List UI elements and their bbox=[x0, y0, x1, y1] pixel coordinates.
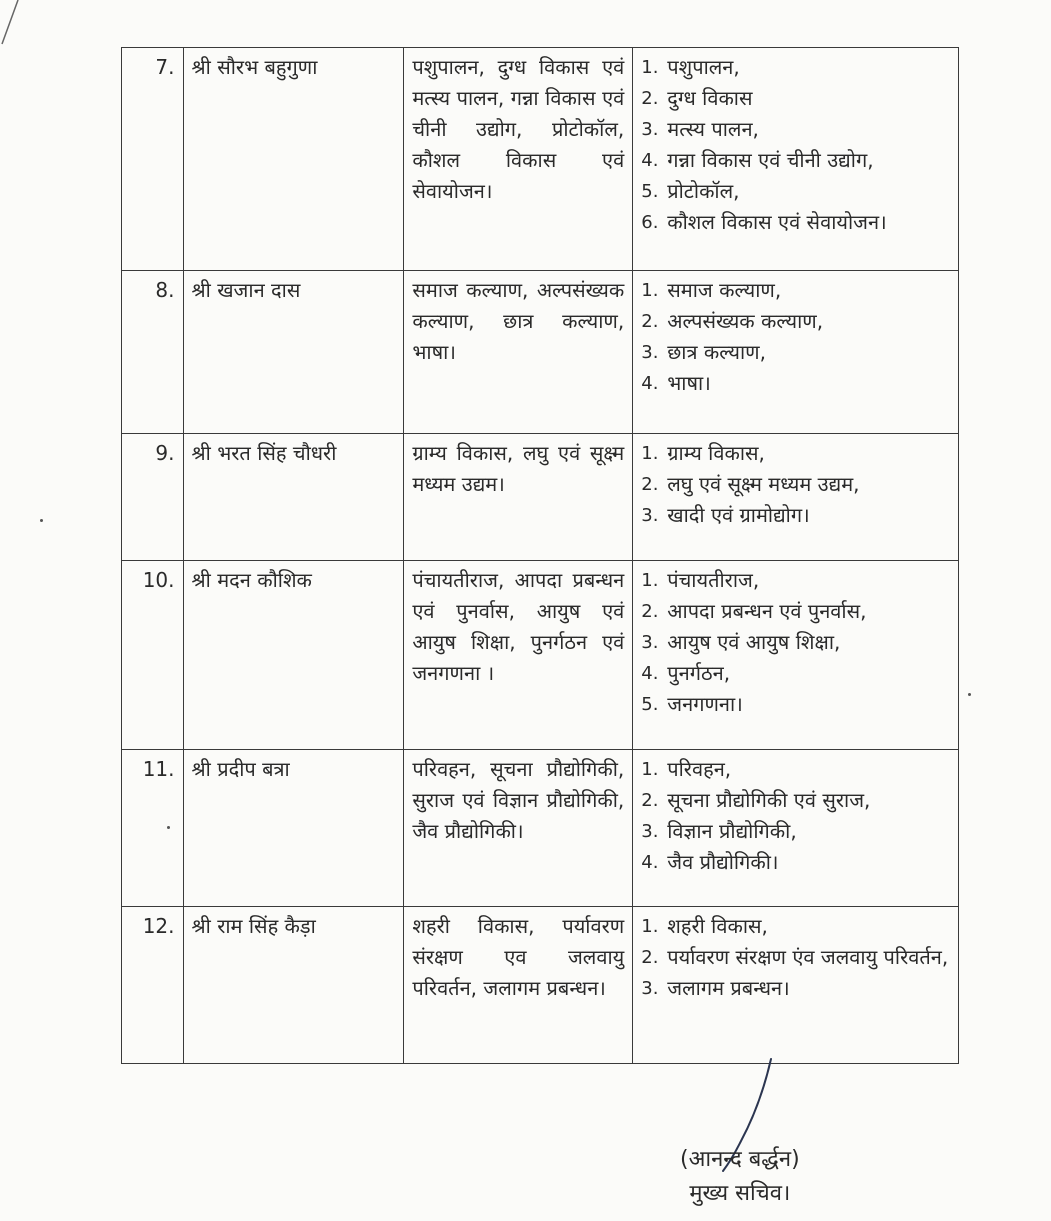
department-list-cell bbox=[633, 434, 959, 561]
row-number: 11. bbox=[122, 750, 184, 907]
item-number: 2. bbox=[641, 790, 659, 811]
scan-speck bbox=[40, 519, 43, 522]
item-text: पुनर्गठन, bbox=[667, 661, 731, 685]
item-number: 3. bbox=[641, 119, 659, 140]
list-item bbox=[641, 83, 950, 114]
list-item bbox=[641, 469, 950, 500]
item-text: लघु एवं सूक्ष्म मध्यम उद्यम, bbox=[667, 472, 860, 496]
item-text: पशुपालन, bbox=[667, 55, 740, 79]
portfolio-summary: परिवहन, सूचना प्रौद्योगिकी, सुराज एवं विज्ञान प्रौद्योगिकी, जैव प्रौद्योगिकी। bbox=[404, 750, 633, 907]
list-item bbox=[641, 114, 950, 145]
item-number: 3. bbox=[641, 632, 659, 653]
portfolio-summary: पशुपालन, दुग्ध विकास एवं मत्स्य पालन, गन्ना विकास एवं चीनी उद्योग, प्रोटोकॉल, कौशल विकास एवं सेवायोजन। bbox=[404, 48, 633, 271]
item-text: आयुष एवं आयुष शिक्षा, bbox=[667, 630, 841, 654]
list-item bbox=[641, 306, 950, 337]
table-row bbox=[122, 48, 959, 271]
portfolio-summary: समाज कल्याण, अल्पसंख्यक कल्याण, छात्र कल्याण, भाषा। bbox=[404, 271, 633, 434]
department-list bbox=[641, 438, 950, 531]
list-item bbox=[641, 816, 950, 847]
list-item bbox=[641, 207, 950, 238]
list-item bbox=[641, 565, 950, 596]
item-number: 6. bbox=[641, 212, 659, 233]
department-list-cell bbox=[633, 271, 959, 434]
item-number: 3. bbox=[641, 505, 659, 526]
department-list bbox=[641, 911, 950, 1004]
signatory-designation: मुख्य सचिव। bbox=[689, 1181, 791, 1206]
item-number: 1. bbox=[641, 759, 659, 780]
department-list bbox=[641, 754, 950, 878]
item-text: ग्राम्य विकास, bbox=[667, 441, 765, 465]
item-text: परिवहन, bbox=[667, 757, 732, 781]
portfolio-summary: ग्राम्य विकास, लघु एवं सूक्ष्म मध्यम उद्यम। bbox=[404, 434, 633, 561]
minister-portfolio-table bbox=[121, 47, 959, 1064]
item-number: 3. bbox=[641, 821, 659, 842]
item-number: 1. bbox=[641, 916, 659, 937]
minister-name: श्री प्रदीप बत्रा bbox=[183, 750, 404, 907]
item-number: 5. bbox=[641, 181, 659, 202]
item-text: समाज कल्याण, bbox=[667, 278, 782, 302]
item-number: 2. bbox=[641, 601, 659, 622]
table-row bbox=[122, 750, 959, 907]
list-item bbox=[641, 337, 950, 368]
item-number: 1. bbox=[641, 570, 659, 591]
list-item bbox=[641, 847, 950, 878]
item-text: कौशल विकास एवं सेवायोजन। bbox=[667, 210, 887, 234]
item-text: जलागम प्रबन्धन। bbox=[667, 976, 790, 1000]
scan-speck bbox=[968, 693, 971, 696]
item-text: गन्ना विकास एवं चीनी उद्योग, bbox=[667, 148, 874, 172]
item-number: 2. bbox=[641, 311, 659, 332]
item-number: 4. bbox=[641, 373, 659, 394]
minister-name: श्री राम सिंह कैड़ा bbox=[183, 907, 404, 1064]
list-item bbox=[641, 52, 950, 83]
row-number: 12. bbox=[122, 907, 184, 1064]
portfolio-summary: पंचायतीराज, आपदा प्रबन्धन एवं पुनर्वास, आयुष एवं आयुष शिक्षा, पुनर्गठन एवं जनगणना । bbox=[404, 561, 633, 750]
signature-block bbox=[680, 1143, 800, 1211]
row-number: 9. bbox=[122, 434, 184, 561]
item-number: 3. bbox=[641, 342, 659, 363]
item-number: 4. bbox=[641, 150, 659, 171]
item-number: 2. bbox=[641, 88, 659, 109]
scan-speck bbox=[167, 826, 170, 829]
item-text: पर्यावरण संरक्षण एंव जलवायु परिवर्तन, bbox=[667, 945, 949, 969]
item-text: छात्र कल्याण, bbox=[667, 340, 766, 364]
list-item bbox=[641, 596, 950, 627]
department-list-cell bbox=[633, 750, 959, 907]
item-number: 1. bbox=[641, 443, 659, 464]
item-text: खादी एवं ग्रामोद्योग। bbox=[667, 503, 810, 527]
list-item bbox=[641, 942, 950, 973]
list-item bbox=[641, 368, 950, 399]
item-text: पंचायतीराज, bbox=[667, 568, 760, 592]
list-item bbox=[641, 145, 950, 176]
list-item bbox=[641, 973, 950, 1004]
department-list bbox=[641, 52, 950, 238]
item-text: प्रोटोकॉल, bbox=[667, 179, 740, 203]
row-number: 8. bbox=[122, 271, 184, 434]
minister-name: श्री मदन कौशिक bbox=[183, 561, 404, 750]
item-number: 1. bbox=[641, 280, 659, 301]
signatory-name: (आनन्द बर्द्धन) bbox=[680, 1147, 800, 1172]
item-number: 4. bbox=[641, 852, 659, 873]
row-number: 10. bbox=[122, 561, 184, 750]
table-row bbox=[122, 271, 959, 434]
table-row bbox=[122, 434, 959, 561]
item-text: सूचना प्रौद्योगिकी एवं सुराज, bbox=[667, 788, 871, 812]
item-number: 2. bbox=[641, 474, 659, 495]
minister-name: श्री भरत सिंह चौधरी bbox=[183, 434, 404, 561]
item-text: आपदा प्रबन्धन एवं पुनर्वास, bbox=[667, 599, 867, 623]
list-item bbox=[641, 176, 950, 207]
department-list-cell bbox=[633, 561, 959, 750]
row-number: 7. bbox=[122, 48, 184, 271]
list-item bbox=[641, 658, 950, 689]
department-list bbox=[641, 565, 950, 720]
list-item bbox=[641, 911, 950, 942]
minister-name: श्री सौरभ बहुगुणा bbox=[183, 48, 404, 271]
list-item bbox=[641, 500, 950, 531]
list-item bbox=[641, 438, 950, 469]
minister-name: श्री खजान दास bbox=[183, 271, 404, 434]
list-item bbox=[641, 275, 950, 306]
item-number: 5. bbox=[641, 694, 659, 715]
item-text: भाषा। bbox=[667, 371, 711, 395]
item-text: जनगणना। bbox=[667, 692, 743, 716]
item-text: शहरी विकास, bbox=[667, 914, 768, 938]
table-row bbox=[122, 561, 959, 750]
table-row bbox=[122, 907, 959, 1064]
list-item bbox=[641, 754, 950, 785]
item-number: 4. bbox=[641, 663, 659, 684]
item-number: 3. bbox=[641, 978, 659, 999]
item-text: जैव प्रौद्योगिकी। bbox=[667, 850, 779, 874]
list-item bbox=[641, 689, 950, 720]
item-number: 1. bbox=[641, 57, 659, 78]
list-item bbox=[641, 785, 950, 816]
list-item bbox=[641, 627, 950, 658]
department-list-cell bbox=[633, 48, 959, 271]
corner-scan-mark bbox=[0, 0, 30, 60]
item-text: अल्पसंख्यक कल्याण, bbox=[667, 309, 824, 333]
item-text: दुग्ध विकास bbox=[667, 86, 753, 110]
department-list-cell bbox=[633, 907, 959, 1064]
item-text: मत्स्य पालन, bbox=[667, 117, 759, 141]
portfolio-summary: शहरी विकास, पर्यावरण संरक्षण एव जलवायु परिवर्तन, जलागम प्रबन्धन। bbox=[404, 907, 633, 1064]
item-text: विज्ञान प्रौद्योगिकी, bbox=[667, 819, 797, 843]
item-number: 2. bbox=[641, 947, 659, 968]
department-list bbox=[641, 275, 950, 399]
